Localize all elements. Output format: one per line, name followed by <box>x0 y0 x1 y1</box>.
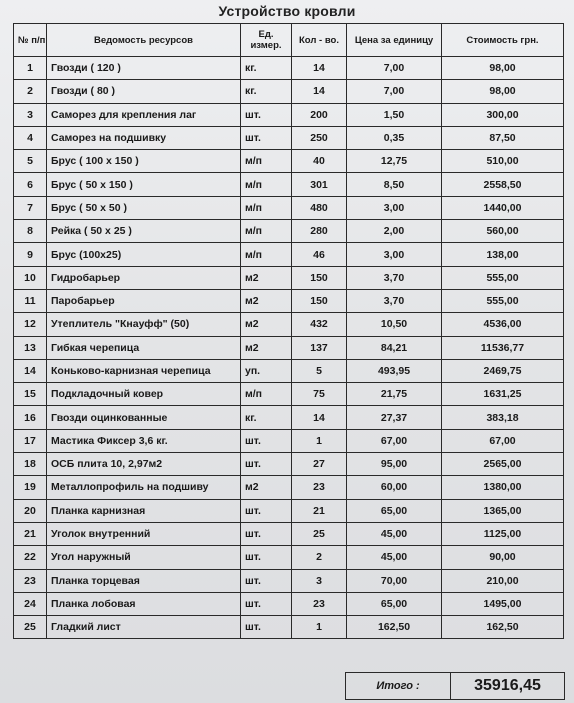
cost-cell: 1495,00 <box>442 592 564 615</box>
row-number: 14 <box>14 359 47 382</box>
row-number: 17 <box>14 429 47 452</box>
resource-name: Саморез на подшивку <box>47 126 241 149</box>
unit-cell: шт. <box>241 592 292 615</box>
resource-name: ОСБ плита 10, 2,97м2 <box>47 453 241 476</box>
unit-price-cell: 65,00 <box>347 592 442 615</box>
row-number: 2 <box>14 80 47 103</box>
table-row <box>14 243 564 266</box>
row-number: 4 <box>14 126 47 149</box>
resource-name: Металлопрофиль на подшиву <box>47 476 241 499</box>
row-number: 22 <box>14 546 47 569</box>
table-row <box>14 383 564 406</box>
cost-cell: 2565,00 <box>442 453 564 476</box>
unit-price-cell: 45,00 <box>347 546 442 569</box>
table-row <box>14 80 564 103</box>
quantity-cell: 1 <box>292 616 347 639</box>
table-row <box>14 220 564 243</box>
resource-name: Уголок внутренний <box>47 522 241 545</box>
unit-cell: м2 <box>241 266 292 289</box>
unit-price-cell: 7,00 <box>347 57 442 80</box>
table-row <box>14 569 564 592</box>
row-number: 6 <box>14 173 47 196</box>
cost-cell: 2469,75 <box>442 359 564 382</box>
row-number: 3 <box>14 103 47 126</box>
table-row <box>14 126 564 149</box>
unit-price-cell: 12,75 <box>347 150 442 173</box>
quantity-cell: 46 <box>292 243 347 266</box>
cost-cell: 98,00 <box>442 80 564 103</box>
cost-cell: 67,00 <box>442 429 564 452</box>
unit-cell: шт. <box>241 126 292 149</box>
quantity-cell: 40 <box>292 150 347 173</box>
unit-price-cell: 45,00 <box>347 522 442 545</box>
table-row <box>14 266 564 289</box>
resource-name: Планка лобовая <box>47 592 241 615</box>
header-no: № п/п <box>14 24 47 57</box>
unit-price-cell: 65,00 <box>347 499 442 522</box>
quantity-cell: 25 <box>292 522 347 545</box>
header-unit-label: Ед. измер. <box>250 29 282 51</box>
unit-price-cell: 70,00 <box>347 569 442 592</box>
cost-cell: 560,00 <box>442 220 564 243</box>
unit-cell: шт. <box>241 429 292 452</box>
row-number: 19 <box>14 476 47 499</box>
unit-cell: шт. <box>241 546 292 569</box>
table-header-row <box>14 24 564 57</box>
unit-cell: кг. <box>241 57 292 80</box>
quantity-cell: 21 <box>292 499 347 522</box>
cost-cell: 555,00 <box>442 266 564 289</box>
quantity-cell: 3 <box>292 569 347 592</box>
resource-name: Мастика Фиксер 3,6 кг. <box>47 429 241 452</box>
header-cost: Стоимость грн. <box>442 24 564 57</box>
unit-cell: м2 <box>241 313 292 336</box>
resource-name: Брус (100х25) <box>47 243 241 266</box>
total-label: Итого : <box>346 673 451 699</box>
resource-name: Саморез для крепления лаг <box>47 103 241 126</box>
unit-cell: м/п <box>241 220 292 243</box>
unit-cell: м2 <box>241 336 292 359</box>
quantity-cell: 1 <box>292 429 347 452</box>
table-row <box>14 196 564 219</box>
unit-price-cell: 2,00 <box>347 220 442 243</box>
table-row <box>14 313 564 336</box>
quantity-cell: 150 <box>292 289 347 312</box>
header-unit <box>241 24 292 57</box>
resource-name: Гидробарьер <box>47 266 241 289</box>
row-number: 10 <box>14 266 47 289</box>
resource-name: Брус ( 50 х 150 ) <box>47 173 241 196</box>
table-row <box>14 359 564 382</box>
table-row <box>14 173 564 196</box>
quantity-cell: 150 <box>292 266 347 289</box>
quantity-cell: 14 <box>292 80 347 103</box>
quantity-cell: 2 <box>292 546 347 569</box>
cost-cell: 162,50 <box>442 616 564 639</box>
unit-price-cell: 95,00 <box>347 453 442 476</box>
header-name: Ведомость ресурсов <box>47 24 241 57</box>
quantity-cell: 480 <box>292 196 347 219</box>
cost-cell: 4536,00 <box>442 313 564 336</box>
resource-table <box>13 23 564 639</box>
resource-name: Гибкая черепица <box>47 336 241 359</box>
row-number: 12 <box>14 313 47 336</box>
quantity-cell: 280 <box>292 220 347 243</box>
unit-price-cell: 60,00 <box>347 476 442 499</box>
cost-cell: 1631,25 <box>442 383 564 406</box>
total-value: 35916,45 <box>474 677 541 694</box>
unit-cell: м/п <box>241 173 292 196</box>
resource-name: Гвозди ( 120 ) <box>47 57 241 80</box>
row-number: 5 <box>14 150 47 173</box>
quantity-cell: 301 <box>292 173 347 196</box>
row-number: 15 <box>14 383 47 406</box>
unit-price-cell: 21,75 <box>347 383 442 406</box>
cost-cell: 1125,00 <box>442 522 564 545</box>
table-row <box>14 336 564 359</box>
unit-cell: м/п <box>241 243 292 266</box>
unit-cell: м2 <box>241 476 292 499</box>
resource-name: Брус ( 100 х 150 ) <box>47 150 241 173</box>
cost-cell: 138,00 <box>442 243 564 266</box>
row-number: 8 <box>14 220 47 243</box>
header-qty: Кол - во. <box>292 24 347 57</box>
unit-cell: м/п <box>241 383 292 406</box>
cost-cell: 11536,77 <box>442 336 564 359</box>
cost-cell: 90,00 <box>442 546 564 569</box>
row-number: 11 <box>14 289 47 312</box>
cost-cell: 98,00 <box>442 57 564 80</box>
table-row <box>14 150 564 173</box>
unit-cell: м/п <box>241 196 292 219</box>
unit-cell: м/п <box>241 150 292 173</box>
unit-cell: уп. <box>241 359 292 382</box>
table-row <box>14 57 564 80</box>
table-row <box>14 476 564 499</box>
unit-price-cell: 3,70 <box>347 266 442 289</box>
cost-cell: 510,00 <box>442 150 564 173</box>
quantity-cell: 14 <box>292 57 347 80</box>
unit-price-cell: 27,37 <box>347 406 442 429</box>
row-number: 24 <box>14 592 47 615</box>
cost-cell: 1365,00 <box>442 499 564 522</box>
table-body <box>14 57 564 639</box>
resource-name: Рейка ( 50 х 25 ) <box>47 220 241 243</box>
unit-cell: шт. <box>241 453 292 476</box>
resource-name: Гладкий лист <box>47 616 241 639</box>
cost-cell: 300,00 <box>442 103 564 126</box>
unit-cell: м2 <box>241 289 292 312</box>
unit-price-cell: 3,00 <box>347 196 442 219</box>
row-number: 20 <box>14 499 47 522</box>
unit-price-cell: 3,00 <box>347 243 442 266</box>
quantity-cell: 200 <box>292 103 347 126</box>
quantity-cell: 14 <box>292 406 347 429</box>
unit-cell: шт. <box>241 499 292 522</box>
quantity-cell: 137 <box>292 336 347 359</box>
cost-cell: 1380,00 <box>442 476 564 499</box>
resource-name: Утеплитель "Кнауфф" (50) <box>47 313 241 336</box>
quantity-cell: 75 <box>292 383 347 406</box>
cost-cell: 383,18 <box>442 406 564 429</box>
table-row <box>14 522 564 545</box>
table-row <box>14 289 564 312</box>
resource-name: Гвозди оцинкованные <box>47 406 241 429</box>
document-title: Устройство кровли <box>218 3 356 19</box>
cost-cell: 1440,00 <box>442 196 564 219</box>
table-row <box>14 406 564 429</box>
cost-cell: 2558,50 <box>442 173 564 196</box>
row-number: 18 <box>14 453 47 476</box>
unit-price-cell: 84,21 <box>347 336 442 359</box>
unit-price-cell: 67,00 <box>347 429 442 452</box>
table-row <box>14 616 564 639</box>
resource-name: Подкладочный ковер <box>47 383 241 406</box>
resource-name: Планка торцевая <box>47 569 241 592</box>
unit-price-cell: 1,50 <box>347 103 442 126</box>
unit-price-cell: 162,50 <box>347 616 442 639</box>
unit-price-cell: 8,50 <box>347 173 442 196</box>
unit-cell: шт. <box>241 616 292 639</box>
unit-cell: шт. <box>241 103 292 126</box>
row-number: 25 <box>14 616 47 639</box>
quantity-cell: 250 <box>292 126 347 149</box>
row-number: 7 <box>14 196 47 219</box>
table-row <box>14 429 564 452</box>
header-price: Цена за единицу <box>347 24 442 57</box>
unit-cell: кг. <box>241 406 292 429</box>
table-row <box>14 103 564 126</box>
resource-name: Коньково-карнизная черепица <box>47 359 241 382</box>
cost-cell: 210,00 <box>442 569 564 592</box>
row-number: 16 <box>14 406 47 429</box>
quantity-cell: 23 <box>292 476 347 499</box>
unit-price-cell: 493,95 <box>347 359 442 382</box>
row-number: 13 <box>14 336 47 359</box>
table-row <box>14 546 564 569</box>
unit-price-cell: 3,70 <box>347 289 442 312</box>
row-number: 23 <box>14 569 47 592</box>
row-number: 21 <box>14 522 47 545</box>
unit-cell: кг. <box>241 80 292 103</box>
cost-cell: 87,50 <box>442 126 564 149</box>
unit-cell: шт. <box>241 522 292 545</box>
unit-price-cell: 7,00 <box>347 80 442 103</box>
total-box <box>345 672 565 700</box>
cost-cell: 555,00 <box>442 289 564 312</box>
resource-name: Угол наружный <box>47 546 241 569</box>
quantity-cell: 27 <box>292 453 347 476</box>
unit-price-cell: 10,50 <box>347 313 442 336</box>
unit-cell: шт. <box>241 569 292 592</box>
quantity-cell: 5 <box>292 359 347 382</box>
table-row <box>14 453 564 476</box>
resource-name: Брус ( 50 х 50 ) <box>47 196 241 219</box>
table-row <box>14 592 564 615</box>
resource-name: Планка карнизная <box>47 499 241 522</box>
unit-price-cell: 0,35 <box>347 126 442 149</box>
table-row <box>14 499 564 522</box>
row-number: 1 <box>14 57 47 80</box>
quantity-cell: 23 <box>292 592 347 615</box>
resource-name: Гвозди ( 80 ) <box>47 80 241 103</box>
row-number: 9 <box>14 243 47 266</box>
resource-name: Паробарьер <box>47 289 241 312</box>
quantity-cell: 432 <box>292 313 347 336</box>
